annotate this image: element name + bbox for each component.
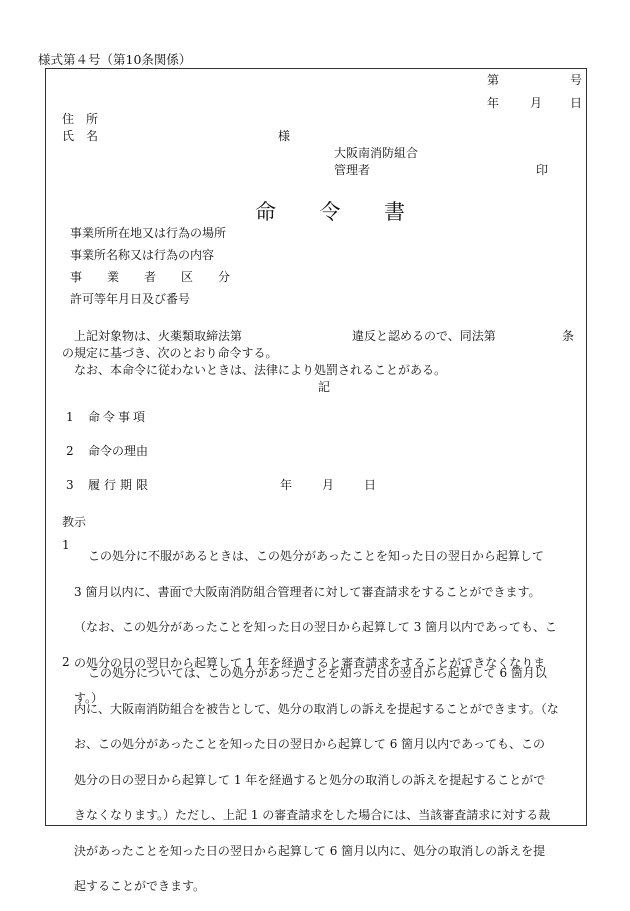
text-line: 3 箇月以内に、書面で大阪南消防組合管理者に対して審査請求をすることができます。: [74, 584, 541, 599]
field-business-name: 事業所名称又は行為の内容: [70, 248, 215, 262]
text-line: 内に、大阪南消防組合を被告として、処分の取消しの訴えを提起することができます。（な: [74, 701, 559, 716]
number-prefix: 第: [487, 73, 500, 87]
body-line1-a: 上記対象物は、火薬類取締法第: [74, 329, 243, 343]
text-line: この処分については、この処分があったことを知った日の翌日から起算して 6 箇月以: [88, 666, 547, 680]
form-number-label: 様式第４号（第10条関係）: [38, 52, 192, 67]
field-char: 区: [180, 270, 193, 284]
item-2-number: 2: [66, 444, 74, 458]
item-3-year: 年: [280, 478, 293, 492]
field-char: 者: [143, 270, 156, 284]
item-1-number: 1: [66, 410, 74, 424]
seal-mark: 印: [536, 163, 549, 177]
instruction-2-text: [74, 650, 574, 911]
item-3-month: 月: [322, 478, 335, 492]
page-title: [255, 196, 405, 226]
text-line: の処分の日の翌日から起算して 1 年を経過すると審査請求をすることができなくなりま: [74, 655, 546, 670]
field-operator-category: [70, 270, 230, 285]
item-3-number: 3: [66, 478, 74, 492]
ki-mark: 記: [318, 380, 331, 394]
text-line: お、この処分があったことを知った日の翌日から起算して 6 箇月以内であっても、この: [74, 737, 546, 751]
body-line1-b: 違反と認めるので、同法第: [352, 329, 496, 343]
field-char: 業: [106, 270, 119, 284]
field-char: 事: [70, 270, 83, 284]
body-line2: の規定に基づき、次のとおり命令する。: [62, 346, 278, 360]
instruction-1-number: 1: [62, 538, 70, 552]
field-permit: 許可等年月日及び番号: [70, 292, 191, 306]
text-line: 決があったことを知った日の翌日から起算して 6 箇月以内に、処分の取消しの訴えを提: [74, 843, 546, 858]
date-year: 年: [487, 96, 500, 110]
number-suffix: 号: [570, 73, 583, 87]
item-1-label: 命令事項: [88, 410, 149, 424]
text-line: 起することができます。: [74, 879, 206, 893]
text-line: 処分の日の翌日から起算して 1 年を経過すると処分の取消しの訴えを提起することがで: [74, 772, 546, 787]
field-char: 分: [217, 270, 230, 284]
text-line: す。）: [74, 691, 104, 705]
item-3-label: 履行期限: [88, 478, 153, 492]
title-char-3: 書: [384, 200, 405, 224]
date-month: 月: [530, 96, 543, 110]
text-line: （なお、この処分があったことを知った日の翌日から起算して 3 箇月以内であっても、こ: [74, 620, 558, 634]
name-label: 氏 名: [62, 129, 99, 143]
text-line: この処分に不服があるときは、この処分があったことを知った日の翌日から起算して: [88, 549, 544, 563]
date-day: 日: [570, 96, 583, 110]
text-line: きなくなります。）ただし、上記 1 の審査請求をした場合には、当該審査請求に対する裁: [74, 808, 551, 822]
body-line1-c: 条: [562, 329, 575, 343]
issuer-org: 大阪南消防組合: [334, 146, 419, 160]
honorific: 様: [278, 129, 291, 143]
issuer-manager: 管理者: [334, 163, 371, 177]
instructions-heading: 教示: [62, 515, 87, 529]
address-label: 住 所: [62, 112, 99, 126]
instruction-2-number: 2: [62, 655, 70, 669]
title-char-1: 命: [255, 200, 276, 224]
body-line3: なお、本命令に従わないときは、法律により処罰されることがある。: [74, 363, 447, 377]
title-char-2: 令: [319, 200, 341, 224]
item-3-day: 日: [364, 478, 377, 492]
item-2-label: 命令の理由: [88, 444, 149, 458]
field-location: 事業所所在地又は行為の場所: [70, 226, 227, 240]
